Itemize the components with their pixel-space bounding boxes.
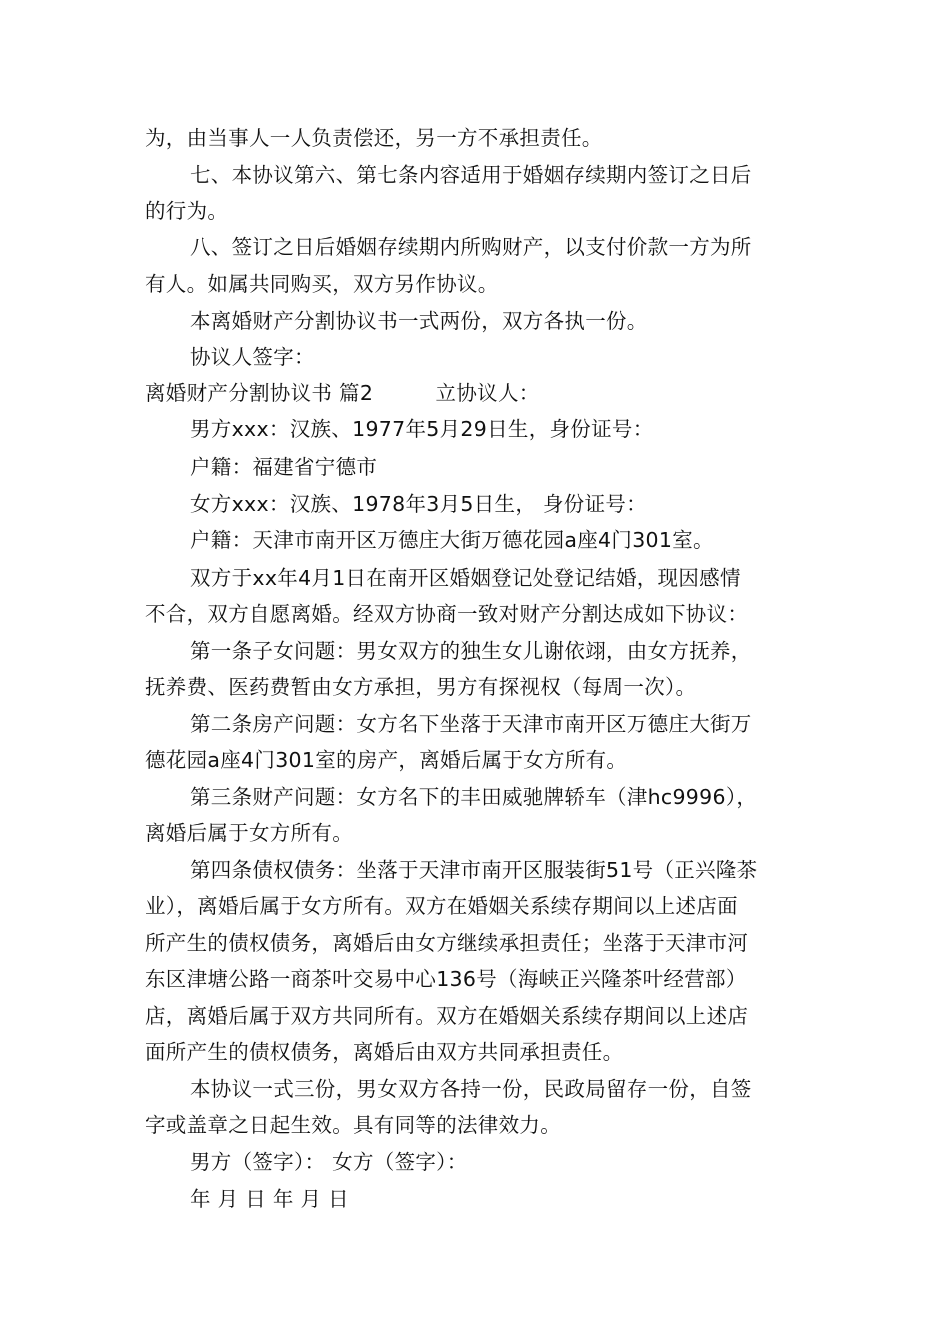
text-line: 业），离婚后属于女方所有。双方在婚姻关系续存期间以上述店面	[145, 894, 738, 918]
text-line: 女方xxx：汉族、1978年3月5日生， 身份证号：	[190, 492, 647, 516]
text-line: 协议人签字：	[190, 345, 315, 369]
section-heading: 离婚财产分割协议书 篇2 立协议人：	[145, 381, 540, 405]
text-line: 双方于xx年4月1日在南开区婚姻登记处登记结婚，现因感情	[190, 566, 741, 590]
text-line: 第四条债权债务：坐落于天津市南开区服装街51号（正兴隆茶	[190, 858, 758, 882]
text-line: 七、本协议第六、第七条内容适用于婚姻存续期内签订之日后	[190, 163, 752, 187]
text-line: 字或盖章之日起生效。具有同等的法律效力。	[145, 1113, 561, 1137]
date-line: 年 月 日 年 月 日	[190, 1187, 349, 1211]
text-line: 男方xxx：汉族、1977年5月29日生，身份证号：	[190, 417, 654, 441]
text-line: 第二条房产问题：女方名下坐落于天津市南开区万德庄大街万	[190, 712, 752, 736]
text-line: 面所产生的债权债务，离婚后由双方共同承担责任。	[145, 1040, 624, 1064]
text-line: 第一条子女问题：男女双方的独生女儿谢依翊，由女方抚养，	[190, 639, 752, 663]
text-line: 本协议一式三份，男女双方各持一份，民政局留存一份，自签	[190, 1077, 752, 1101]
text-line: 不合，双方自愿离婚。经双方协商一致对财产分割达成如下协议：	[145, 602, 749, 626]
text-line: 离婚后属于女方所有。	[145, 821, 353, 845]
text-line: 德花园a座4门301室的房产，离婚后属于女方所有。	[145, 748, 628, 772]
text-line: 户籍：福建省宁德市	[190, 455, 378, 479]
text-line: 的行为。	[145, 199, 229, 223]
text-line: 本离婚财产分割协议书一式两份，双方各执一份。	[190, 309, 648, 333]
text-line: 店，离婚后属于双方共同所有。双方在婚姻关系续存期间以上述店	[145, 1004, 749, 1028]
text-line: 八、签订之日后婚姻存续期内所购财产，以支付价款一方为所	[190, 235, 752, 259]
text-line: 第三条财产问题：女方名下的丰田威驰牌轿车（津hc9996），	[190, 785, 758, 809]
text-line: 东区津塘公路一商茶叶交易中心136号（海峡正兴隆茶叶经营部）	[145, 967, 747, 991]
signature-line: 男方（签字）： 女方（签字）：	[190, 1150, 468, 1174]
text-line: 抚养费、医药费暂由女方承担，男方有探视权（每周一次）。	[145, 675, 697, 699]
text-line: 为，由当事人一人负责偿还，另一方不承担责任。	[145, 126, 603, 150]
text-line: 所产生的债权债务，离婚后由女方继续承担责任；坐落于天津市河	[145, 931, 749, 955]
text-line: 有人。如属共同购买，双方另作协议。	[145, 272, 499, 296]
text-line: 户籍：天津市南开区万德庄大街万德花园a座4门301室。	[190, 528, 714, 552]
